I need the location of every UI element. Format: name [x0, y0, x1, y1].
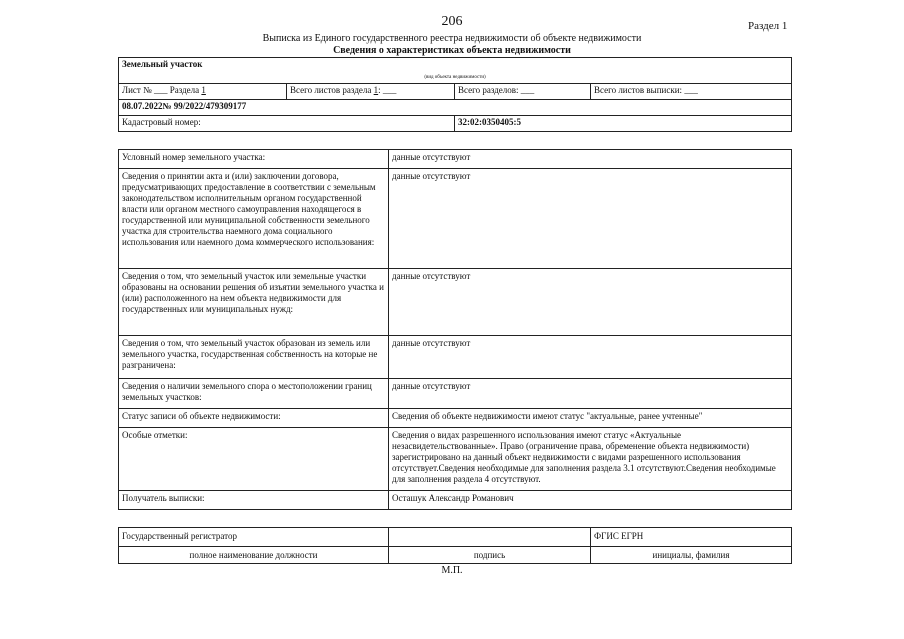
- extract-date-number: 08.07.2022№ 99/2022/479309177: [119, 100, 792, 116]
- section-number: 1: [201, 85, 206, 95]
- section-label: Раздел 1: [748, 20, 788, 32]
- total-sections-cell: [455, 84, 591, 100]
- row-value: данные отсутствуют: [389, 379, 792, 409]
- signature-caption: подпись: [389, 547, 591, 564]
- total-sheets-section-cell: [287, 84, 455, 100]
- table-row: [119, 269, 792, 336]
- total-sections-label: Всего разделов:: [458, 85, 519, 95]
- row-label: Условный номер земельного участка:: [119, 150, 389, 169]
- stamp-place: М.П.: [441, 565, 463, 576]
- row-label: Сведения о том, что земельный участок или земельные участки образованы на основании решения об изъятии земельного участка и (или) расположенного на нем объекта недвижимости для государственных или муниципальных нужд:: [119, 269, 389, 336]
- cadastral-number: 32:02:0350405:5: [455, 116, 792, 132]
- table-row: [119, 169, 792, 269]
- row-value: данные отсутствуют: [389, 169, 792, 269]
- signature-field: [389, 528, 591, 547]
- total-sheets-extract-label: Всего листов выписки:: [594, 85, 683, 95]
- table-row: [119, 409, 792, 428]
- table-row: [119, 428, 792, 491]
- sheet-value: ___: [153, 85, 168, 95]
- row-label: Особые отметки:: [119, 428, 389, 491]
- header-table: [118, 57, 792, 132]
- table-row: [119, 491, 792, 510]
- document-subtitle: Сведения о характеристиках объекта недвижимости: [333, 45, 571, 56]
- sheet-number-cell: [119, 84, 287, 100]
- section-word: Раздела: [169, 85, 200, 95]
- page-number: 206: [441, 14, 463, 29]
- row-value: данные отсутствуют: [389, 150, 792, 169]
- row-value: Сведения об объекте недвижимости имеют статус "актуальные, ранее учтенные": [389, 409, 792, 428]
- total-sections-value: ___: [520, 85, 535, 95]
- table-row: [119, 379, 792, 409]
- total-sheets-section-label: Всего листов раздела: [290, 85, 372, 95]
- row-label: Сведения о принятии акта и (или) заключении договора, предусматривающих предоставление в соответствии с земельным законодательством исполнительным органом государственной власти или органом местного самоуправления находящегося в государственной или муниципальной собственности земельного участка для строительства наемного дома социального использования или наемного дома коммерческого использования:: [119, 169, 389, 269]
- object-type: Земельный участок: [119, 58, 792, 74]
- row-value: Осташук Александр Романович: [389, 491, 792, 510]
- position-caption: полное наименование должности: [119, 547, 389, 564]
- registrar-system: ФГИС ЕГРН: [591, 528, 792, 547]
- row-value: данные отсутствуют: [389, 336, 792, 379]
- document-title: Выписка из Единого государственного реестра недвижимости об объекте недвижимости: [262, 33, 642, 44]
- total-sheets-section-blank: : ___: [378, 85, 397, 95]
- registrar-position: Государственный регистратор: [119, 528, 389, 547]
- table-row: [119, 150, 792, 169]
- row-label: Сведения о том, что земельный участок образован из земель или земельного участка, государственная собственность на которые не разграничена:: [119, 336, 389, 379]
- row-label: Сведения о наличии земельного спора о местоположении границ земельных участков:: [119, 379, 389, 409]
- total-sheets-extract-cell: [591, 84, 792, 100]
- sheet-label: Лист №: [122, 85, 152, 95]
- initials-caption: инициалы, фамилия: [591, 547, 792, 564]
- cadastral-label: Кадастровый номер:: [119, 116, 455, 132]
- row-label: Статус записи об объекте недвижимости:: [119, 409, 389, 428]
- row-label: Получатель выписки:: [119, 491, 389, 510]
- total-sheets-section-value: 1: [373, 85, 379, 95]
- row-value: данные отсутствуют: [389, 269, 792, 336]
- total-sheets-extract-value: ___: [684, 85, 698, 95]
- object-type-hint: (вид объекта недвижимости): [119, 73, 792, 84]
- row-value: Сведения о видах разрешенного использования имеют статус «Актуальные незасвидетельствованные». Право (ограничение права, обременение объекта недвижимости) зарегистрировано на данный объект недвижимости с видами разрешенного использования отсутствует.Сведения необходимые для заполнения раздела 3.1 отсутствуют.Сведения необходимые для заполнения раздела 4 отсутствуют.: [389, 428, 792, 491]
- signature-table: [118, 527, 792, 564]
- characteristics-table: [118, 149, 792, 510]
- table-row: [119, 336, 792, 379]
